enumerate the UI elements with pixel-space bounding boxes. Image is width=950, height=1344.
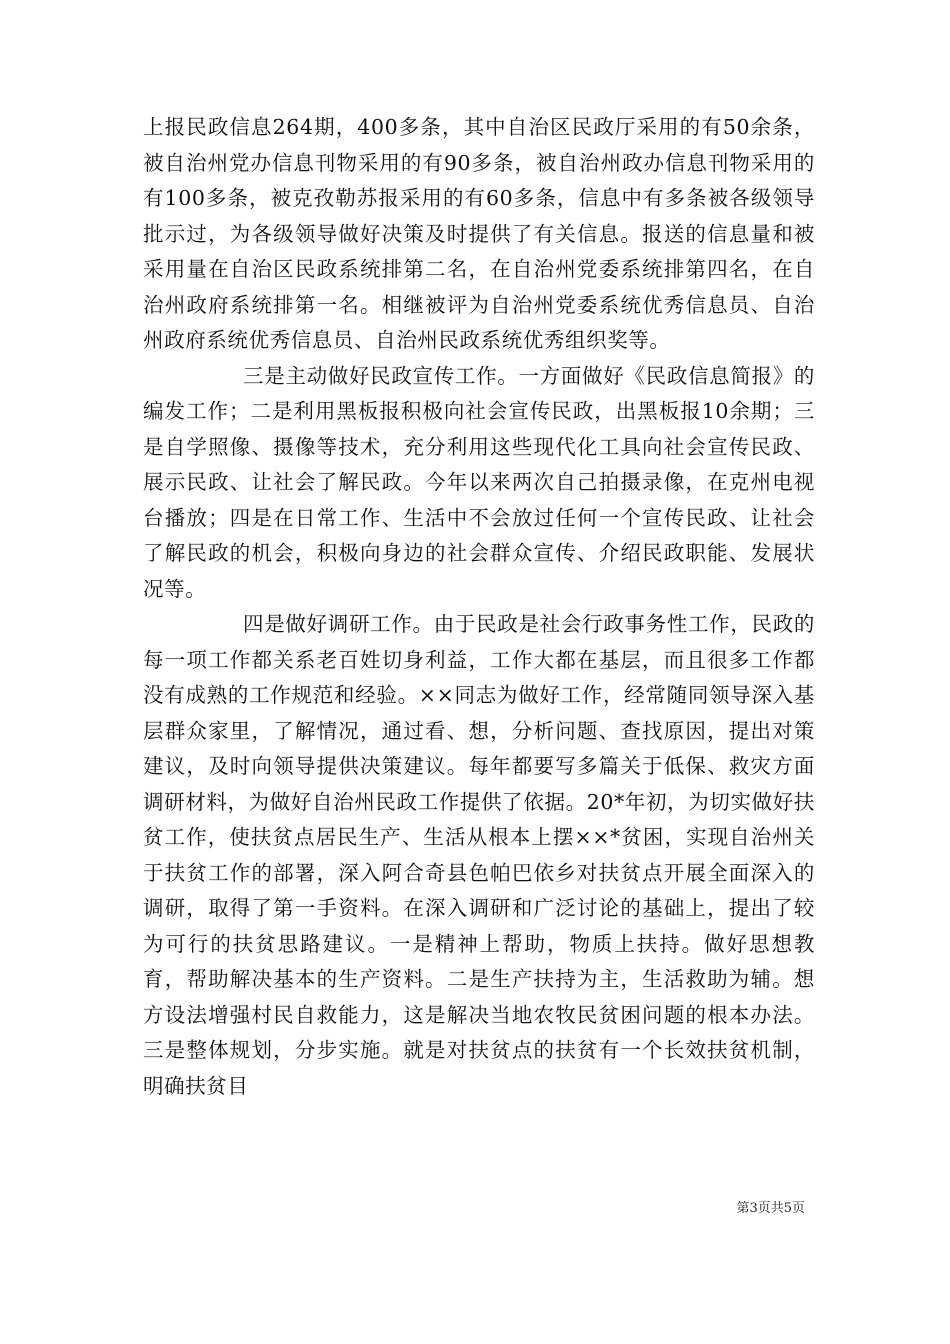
paragraph-publicity-work: 三是主动做好民政宣传工作。一方面做好《民政信息简报》的编发工作；二是利用黑板报积极向社会宣传民政，出黑板报10余期；三是自学照像、摄像等技术，充分利用这些现代化工具向社会宣传民政、展示民政、让社会了解民政。今年以来两次自己拍摄录像，在克州电视台播放；四是在日常工作、生活中不会放过任何一个宣传民政、让社会了解民政的机会，积极向身边的社会群众宣传、介绍民政职能、发展状况等。	[143, 363, 815, 601]
paragraph-info-report: 上报民政信息264期，400多条，其中自治区民政厅采用的有50余条，被自治州党办信息刊物采用的有90多条，被自治州政办信息刊物采用的有100多条，被克孜勒苏报采用的有60多条，信息中有多条被各级领导批示过，为各级领导做好决策及时提供了有关信息。报送的信息量和被采用量在自治区民政系统排第二名，在自治州党委系统排第四名，在自治州政府系统排第一名。相继被评为自治州党委系统优秀信息员、自治州政府系统优秀信息员、自治州民政系统优秀组织奖等。	[143, 115, 815, 352]
page-number-footer: 第3页共5页	[736, 1201, 805, 1216]
document-body	[143, 110, 815, 1104]
paragraph-research-work: 四是做好调研工作。由于民政是社会行政事务性工作，民政的每一项工作都关系老百姓切身利益，工作大都在基层，而且很多工作都没有成熟的工作规范和经验。××同志为做好工作，经常随同领导深入基层群众家里，了解情况，通过看、想，分析问题、查找原因，提出对策建议，及时向领导提供决策建议。每年都要写多篇关于低保、救灾方面调研材料，为做好自治州民政工作提供了依据。20*年初，为切实做好扶贫工作，使扶贫点居民生产、生活从根本上摆××*贫困，实现自治州关于扶贫工作的部署，深入阿合奇县色帕巴依乡对扶贫点开展全面深入的调研，取得了第一手资料。在深入调研和广泛讨论的基础上，提出了较为可行的扶贫思路建议。一是精神上帮助，物质上扶持。做好思想教育，帮助解决基本的生产资料。二是生产扶持为主，生活救助为辅。想方设法增强村民自救能力，这是解决当地农牧民贫困问题的根本办法。三是整体规划，分步实施。就是对扶贫点的扶贫有一个长效扶贫机制，明确扶贫目	[143, 612, 815, 1098]
